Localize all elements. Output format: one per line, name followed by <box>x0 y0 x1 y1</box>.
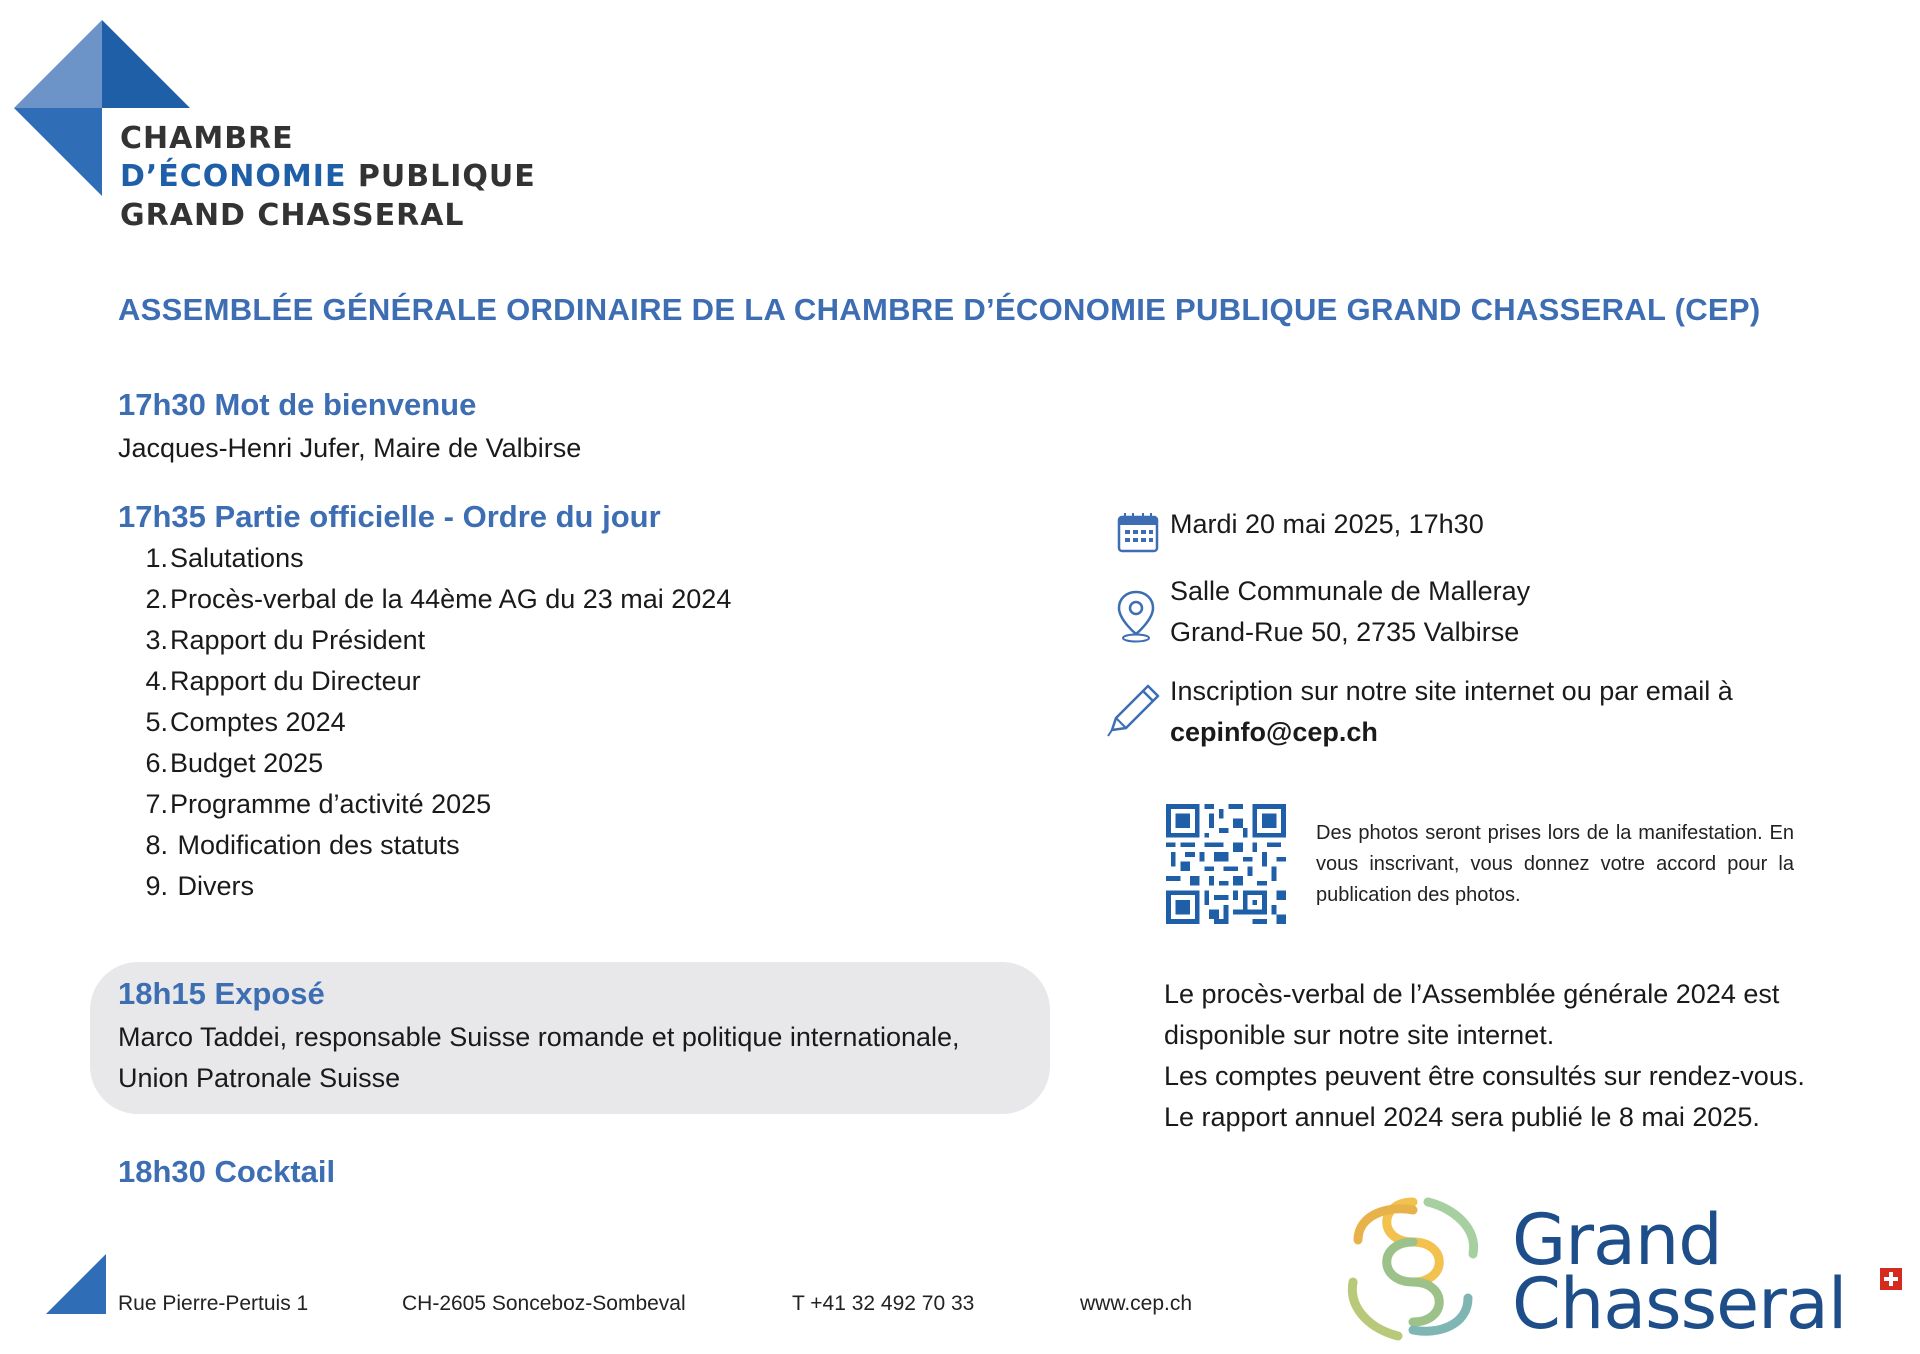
agenda-number: 5. <box>145 707 168 737</box>
agenda-label: Modification des statuts <box>170 830 460 860</box>
doc-note-line-3: Les comptes peuvent être consultés sur rendez-vous. <box>1164 1061 1805 1091</box>
grand-chasseral-wordmark <box>1512 1199 1847 1345</box>
agenda-label: Salutations <box>170 543 304 573</box>
agenda-item <box>138 702 731 743</box>
agenda-number: 2. <box>145 584 168 614</box>
venue-address: Grand-Rue 50, 2735 Valbirse <box>1170 617 1520 647</box>
agenda-label: Divers <box>170 871 255 901</box>
location-pin-icon <box>1114 588 1158 644</box>
agenda-number: 3. <box>145 625 168 655</box>
agenda-item <box>138 661 731 702</box>
expose-speaker-line-2: Union Patronale Suisse <box>118 1063 401 1093</box>
pencil-icon <box>1104 680 1164 740</box>
logo-line-2 <box>120 158 536 196</box>
swiss-flag-icon <box>1880 1268 1902 1290</box>
brand-line-1: Grand <box>1512 1199 1722 1281</box>
venue-name: Salle Communale de Malleray <box>1170 576 1531 606</box>
agenda-number: 9. <box>145 871 168 901</box>
welcome-heading: 17h30 Mot de bienvenue <box>118 387 477 422</box>
qr-code[interactable] <box>1166 804 1286 924</box>
registration-text: Inscription sur notre site internet ou par email à <box>1170 676 1733 706</box>
grand-chasseral-emblem <box>1338 1190 1488 1348</box>
agenda-item <box>138 866 731 907</box>
agenda-label: Procès-verbal de la 44ème AG du 23 mai 2024 <box>170 584 732 614</box>
agenda-item <box>138 620 731 661</box>
agenda-label: Budget 2025 <box>170 748 324 778</box>
agenda-number: 6. <box>145 748 168 778</box>
agenda-item <box>138 743 731 784</box>
agenda-item <box>138 825 731 866</box>
expose-heading: 18h15 Exposé <box>118 976 325 1011</box>
calendar-icon <box>1116 508 1160 556</box>
official-heading: 17h35 Partie officielle - Ordre du jour <box>118 499 661 534</box>
agenda-label: Rapport du Directeur <box>170 666 421 696</box>
cocktail-heading: 18h30 Cocktail <box>118 1154 336 1189</box>
agenda-item <box>138 784 731 825</box>
page-title: ASSEMBLÉE GÉNÉRALE ORDINAIRE DE LA CHAMBRE D’ÉCONOMIE PUBLIQUE GRAND CHASSERAL (CEP) <box>118 292 1761 327</box>
footer-triangle-mark <box>46 1254 106 1314</box>
email-link[interactable]: cepinfo@cep.ch <box>1170 717 1378 747</box>
logo-line-3: GRAND CHASSERAL <box>120 198 465 233</box>
logo-line-1: CHAMBRE <box>120 121 294 156</box>
expose-speaker-line-1: Marco Taddei, responsable Suisse romande et politique internationale, <box>118 1022 960 1052</box>
footer-street: Rue Pierre-Pertuis 1 <box>118 1292 309 1315</box>
agenda-label: Programme d’activité 2025 <box>170 789 492 819</box>
brand-line-2: Chasseral <box>1512 1263 1847 1345</box>
agenda-number: 4. <box>145 666 168 696</box>
photo-consent-note: Des photos seront prises lors de la manifestation. En vous inscrivant, vous donnez votre accord pour la publication des photos. <box>1316 822 1794 906</box>
agenda-number: 7. <box>145 789 168 819</box>
doc-note-line-2: disponible sur notre site internet. <box>1164 1020 1555 1050</box>
agenda-number: 1. <box>145 543 168 573</box>
doc-note-line-4: Le rapport annuel 2024 sera publié le 8 mai 2025. <box>1164 1102 1760 1132</box>
agenda-number: 8. <box>145 830 168 860</box>
agenda-label: Comptes 2024 <box>170 707 346 737</box>
footer-city: CH-2605 Sonceboz-Sombeval <box>402 1292 686 1315</box>
footer-website[interactable]: www.cep.ch <box>1080 1292 1193 1315</box>
welcome-speaker: Jacques-Henri Jufer, Maire de Valbirse <box>118 433 582 463</box>
agenda-item <box>138 538 731 579</box>
doc-note-line-1: Le procès-verbal de l’Assemblée générale 2024 est <box>1164 979 1780 1009</box>
agenda-list <box>138 538 731 907</box>
agenda-label: Rapport du Président <box>170 625 426 655</box>
agenda-item <box>138 579 731 620</box>
footer-phone: T +41 32 492 70 33 <box>792 1292 975 1315</box>
event-date: Mardi 20 mai 2025, 17h30 <box>1170 509 1484 539</box>
logo-line-2-rest: PUBLIQUE <box>346 159 536 194</box>
logo-line-2-blue: D’ÉCONOMIE <box>120 159 347 194</box>
